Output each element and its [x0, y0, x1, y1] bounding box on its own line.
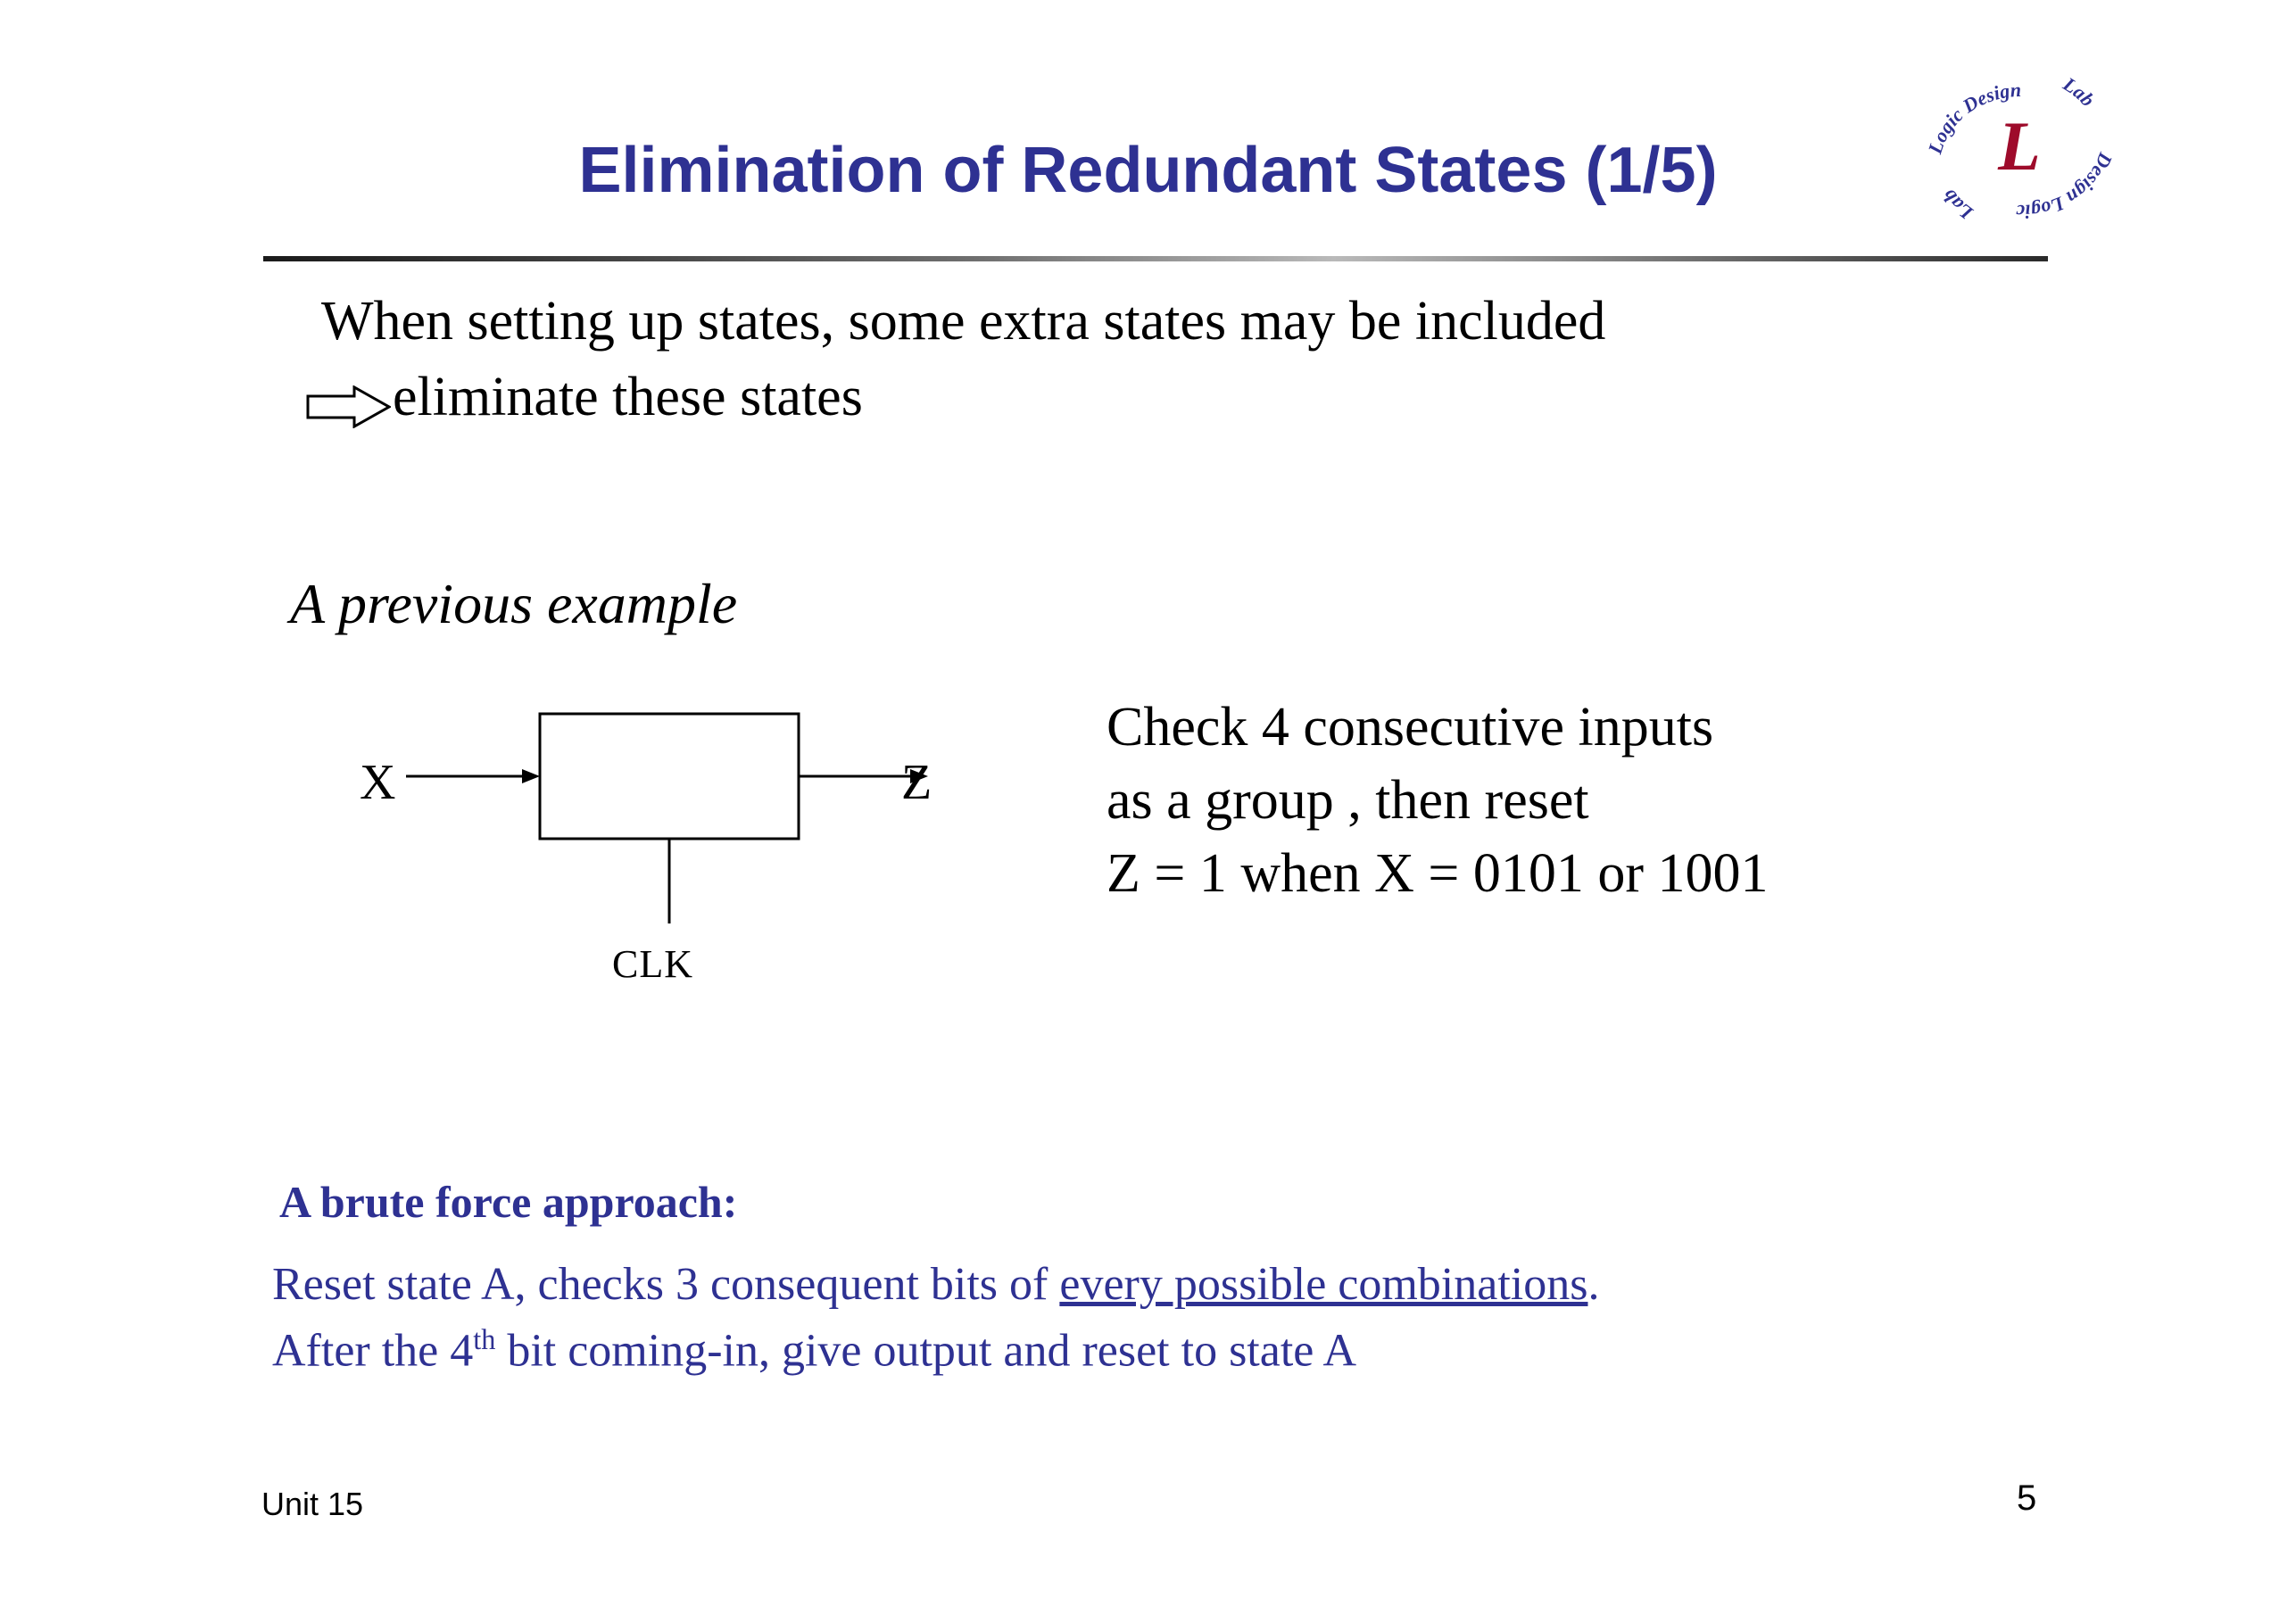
brute-force-line-2-part-2: bit coming-in, give output and reset to state A: [495, 1325, 1357, 1377]
footer-unit-label: Unit 15: [261, 1486, 364, 1522]
right-arrow-icon: [306, 385, 391, 428]
specification-text: [1107, 691, 1769, 910]
spec-line-3: Z = 1 when X = 0101 or 1001: [1107, 842, 1769, 904]
brute-force-line-2: [272, 1323, 1356, 1377]
diagram-clock-label: CLK: [612, 942, 693, 986]
svg-text:L: L: [1998, 107, 2041, 185]
spec-line-1: Check 4 consecutive inputs: [1107, 697, 1714, 758]
svg-text:Lab: Lab: [2059, 72, 2100, 112]
diagram-input-label: X: [360, 755, 396, 810]
page-title: Elimination of Redundant States (1/5): [578, 135, 1718, 206]
footer-page-number: 5: [2017, 1478, 2037, 1518]
brute-force-heading: A brute force approach:: [279, 1177, 738, 1227]
svg-text:Lab: Lab: [1937, 185, 1977, 225]
svg-text:Design Logic: Design Logic: [2016, 149, 2118, 224]
intro-line-1: When setting up states, some extra states may be included: [321, 291, 1606, 352]
brute-force-line-1-part-3: .: [1587, 1259, 1600, 1310]
title-divider: [263, 256, 2048, 261]
previous-example-heading: A previous example: [290, 572, 738, 635]
brute-force-line-1: [272, 1258, 1599, 1311]
brute-force-line-2-part-1: After the 4: [272, 1325, 474, 1377]
diagram-output-label: Z: [901, 755, 932, 810]
spec-line-2: as a group , then reset: [1107, 769, 1589, 831]
logic-design-lab-logo-icon: [1914, 70, 2128, 230]
brute-force-line-1-part-1: Reset state A, checks 3 consequent bits of: [272, 1259, 1060, 1310]
svg-text:Logic Design: Logic Design: [1923, 78, 2022, 157]
intro-line-2: eliminate these states: [393, 367, 863, 427]
brute-force-line-2-superscript: th: [473, 1323, 496, 1355]
brute-force-line-1-underlined: every possible combinations: [1059, 1259, 1588, 1310]
